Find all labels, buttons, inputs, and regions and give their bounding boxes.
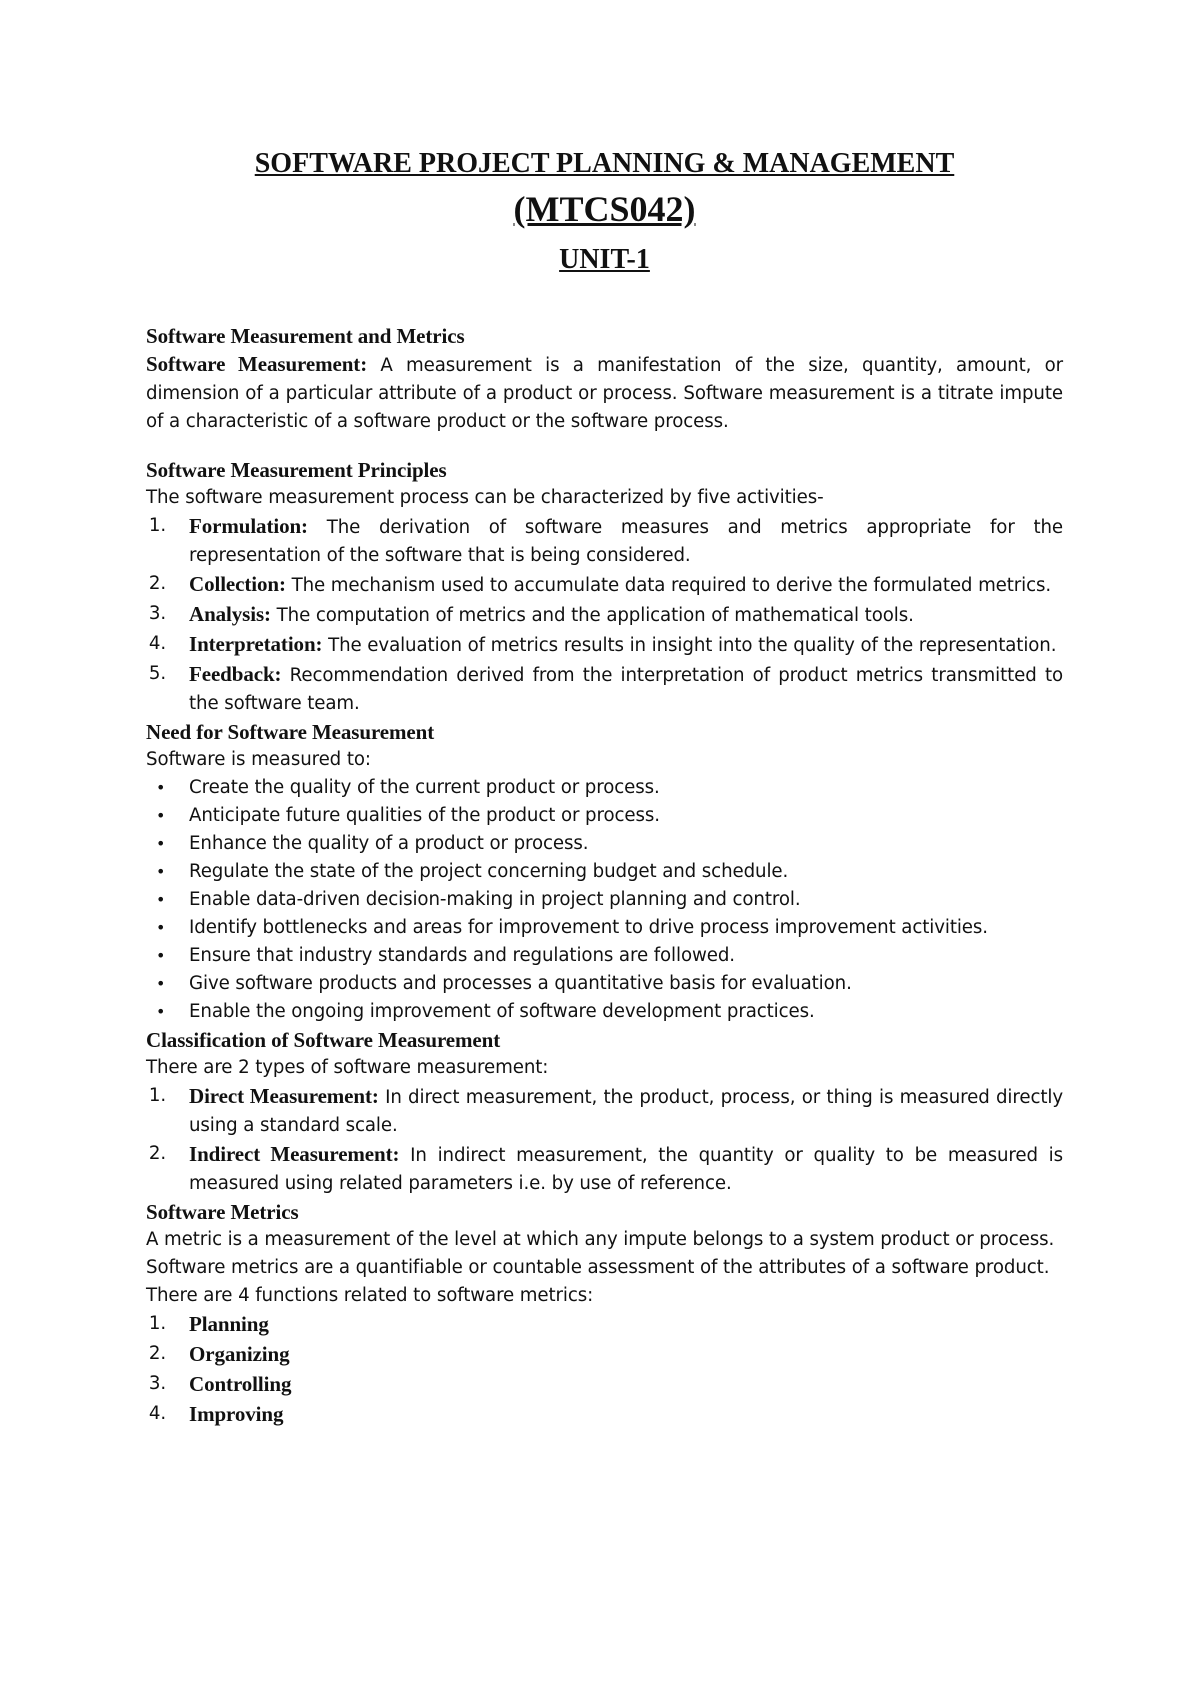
list-item [146, 600, 1063, 630]
need-intro: Software is measured to: [146, 749, 371, 770]
list-item [146, 942, 1063, 970]
definition-term: Software Measurement: [146, 352, 368, 376]
list-item [146, 830, 1063, 858]
item-text: In direct measurement, the product, process, or thing is measured directly using a standard scale. [189, 1087, 1063, 1136]
item-number: 4. [148, 633, 166, 654]
title-block [146, 146, 1063, 280]
item-number: 2. [148, 1143, 166, 1164]
item-term: Direct Measurement: [189, 1084, 379, 1108]
list-item [146, 570, 1063, 600]
item-text: The computation of metrics and the application of mathematical tools. [270, 605, 914, 626]
item-text: Give software products and processes a quantitative basis for evaluation. [189, 973, 852, 994]
item-text: Recommendation derived from the interpretation of product metrics transmitted to the software team. [189, 665, 1063, 714]
bullet-icon: • [156, 918, 166, 937]
item-number: 1. [148, 1085, 166, 1106]
item-term: Feedback: [189, 662, 282, 686]
item-number: 5. [148, 663, 166, 684]
list-item [146, 998, 1063, 1026]
item-term: Formulation: [189, 514, 308, 538]
bullet-icon: • [156, 946, 166, 965]
item-term: Analysis: [189, 602, 271, 626]
item-text: The evaluation of metrics results in insight into the quality of the representation. [322, 635, 1057, 656]
metrics-paragraph-1: A metric is a measurement of the level at which any impute belongs to a system product or process. [146, 1229, 1055, 1250]
section-heading-need: Need for Software Measurement [146, 720, 435, 744]
list-item [146, 1370, 1063, 1400]
list-item [146, 660, 1063, 718]
list-item [146, 914, 1063, 942]
item-number: 1. [148, 515, 166, 536]
metrics-paragraph-2: Software metrics are a quantifiable or countable assessment of the attributes of a software product. There are 4 functions related to software metrics: [146, 1257, 1050, 1306]
item-number: 2. [148, 1343, 166, 1364]
bullet-icon: • [156, 890, 166, 909]
principles-list [146, 512, 1063, 718]
item-number: 4. [148, 1403, 166, 1424]
item-text: Ensure that industry standards and regulations are followed. [189, 945, 735, 966]
list-item [146, 1340, 1063, 1370]
item-text: Enable the ongoing improvement of software development practices. [189, 1001, 815, 1022]
bullet-icon: • [156, 834, 166, 853]
item-term: Collection: [189, 572, 286, 596]
bullet-icon: • [156, 974, 166, 993]
item-text: Regulate the state of the project concerning budget and schedule. [189, 861, 789, 882]
section-heading-measurement-metrics: Software Measurement and Metrics [146, 324, 465, 348]
list-item [146, 802, 1063, 830]
item-number: 1. [148, 1313, 166, 1334]
classification-list [146, 1082, 1063, 1198]
list-item [146, 970, 1063, 998]
metrics-functions-list [146, 1310, 1063, 1430]
item-text: Identify bottlenecks and areas for improvement to drive process improvement activities. [189, 917, 988, 938]
list-item [146, 774, 1063, 802]
bullet-icon: • [156, 806, 166, 825]
item-text: In indirect measurement, the quantity or quality to be measured is measured using related parameters i.e. by use of reference. [189, 1145, 1063, 1194]
list-item [146, 1400, 1063, 1430]
item-text: Create the quality of the current product or process. [189, 777, 660, 798]
list-item [146, 886, 1063, 914]
bullet-icon: • [156, 778, 166, 797]
bullet-icon: • [156, 862, 166, 881]
item-label: Planning [189, 1312, 269, 1336]
item-term: Indirect Measurement: [189, 1142, 400, 1166]
measurement-definition [146, 350, 1063, 436]
bullet-icon: • [156, 1002, 166, 1021]
classification-intro: There are 2 types of software measurement: [146, 1057, 549, 1078]
item-text: The mechanism used to accumulate data required to derive the formulated metrics. [285, 575, 1052, 596]
item-text: Anticipate future qualities of the product or process. [189, 805, 660, 826]
principles-intro: The software measurement process can be characterized by five activities- [146, 487, 824, 508]
item-text: The derivation of software measures and metrics appropriate for the representation of the software that is being considered. [189, 517, 1063, 566]
section-heading-principles: Software Measurement Principles [146, 458, 447, 482]
section-heading-classification: Classification of Software Measurement [146, 1028, 501, 1052]
item-label: Improving [189, 1402, 284, 1426]
list-item [146, 858, 1063, 886]
course-code: (MTCS042) [513, 189, 696, 229]
item-number: 3. [148, 603, 166, 624]
item-text: Enable data-driven decision-making in project planning and control. [189, 889, 801, 910]
item-text: Enhance the quality of a product or process. [189, 833, 589, 854]
list-item [146, 512, 1063, 570]
need-list [146, 774, 1063, 1026]
list-item [146, 1140, 1063, 1198]
item-label: Controlling [189, 1372, 292, 1396]
item-number: 2. [148, 573, 166, 594]
unit-title: UNIT-1 [559, 244, 650, 275]
list-item [146, 630, 1063, 660]
document-body [146, 322, 1063, 1430]
list-item [146, 1310, 1063, 1340]
course-title: SOFTWARE PROJECT PLANNING & MANAGEMENT [254, 148, 955, 179]
definition-text: A measurement is a manifestation of the size, quantity, amount, or dimension of a particular attribute of a product or process. Software measurement is a titrate impute of a characteristic of a software product or the software process. [146, 355, 1063, 432]
item-label: Organizing [189, 1342, 290, 1366]
item-number: 3. [148, 1373, 166, 1394]
item-term: Interpretation: [189, 632, 323, 656]
list-item [146, 1082, 1063, 1140]
section-heading-metrics: Software Metrics [146, 1200, 299, 1224]
